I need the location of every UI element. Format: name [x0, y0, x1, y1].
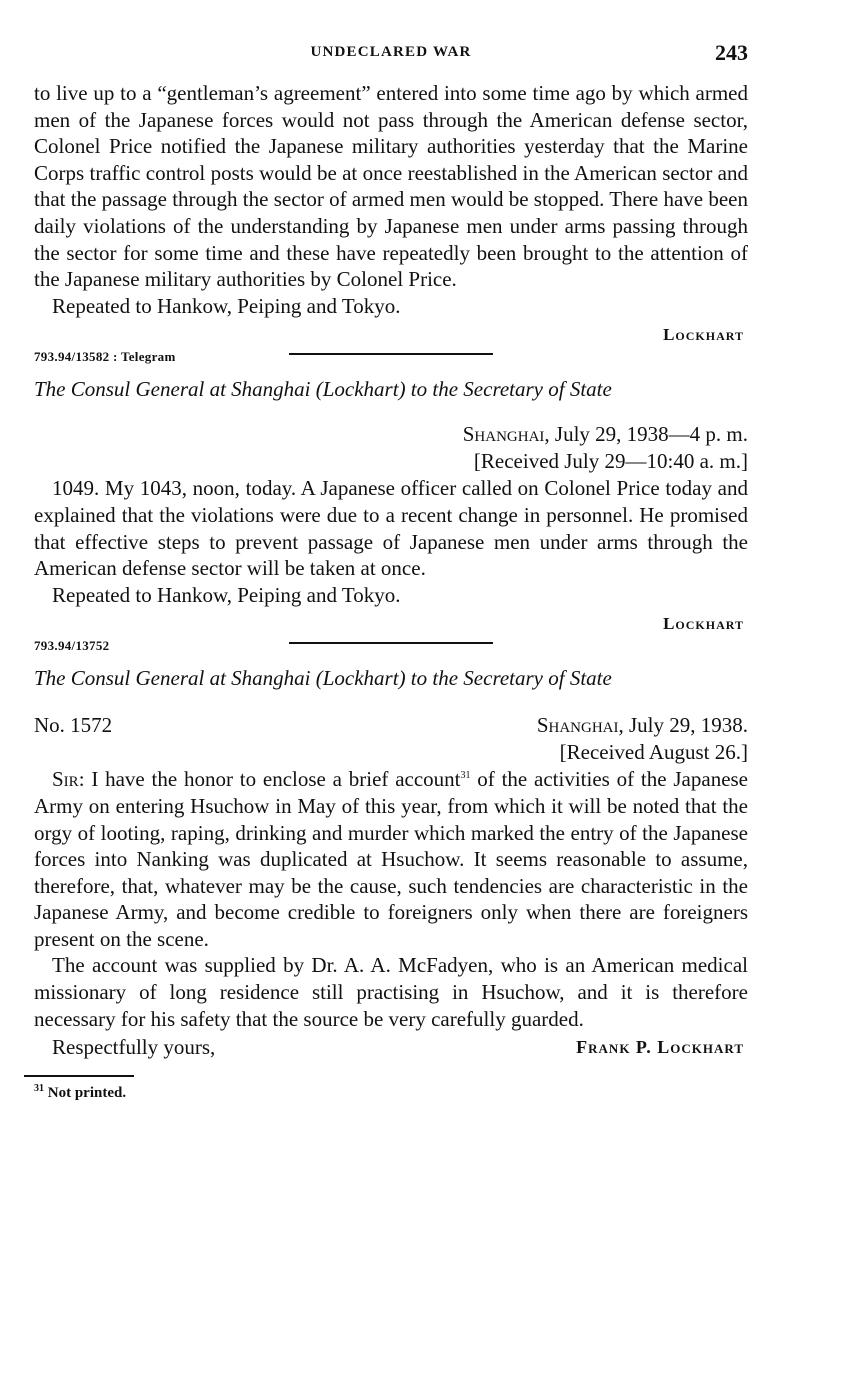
doc3-closing	[34, 1034, 748, 1061]
doc2-heading: The Consul General at Shanghai (Lockhart) to the Secretary of State	[34, 377, 612, 402]
footnote	[34, 1085, 748, 1102]
doc3-complimentary-close: Respectfully yours,	[52, 1035, 216, 1060]
page-number: 243	[715, 40, 748, 65]
page-header	[34, 34, 748, 80]
doc3-dateline-date: , July 29, 1938.	[618, 713, 748, 738]
doc3-signature: Frank P. Lockhart	[576, 1037, 744, 1058]
doc3-received: [Received August 26.]	[559, 740, 748, 765]
doc2-file-reference: 793.94/13582 : Telegram	[34, 349, 176, 365]
footnote-marker: 31	[34, 1083, 44, 1095]
doc2-body-paragraph: 1049. My 1043, noon, today. A Japanese officer called on Colonel Price today and explained that the violations were due to a recent change in personnel. He promised that effective steps to prevent passage of Japanese men under arms through the American defense sector will be taken at once.	[34, 476, 748, 581]
document-page	[34, 34, 748, 1102]
doc1-signature: Lockhart	[663, 325, 744, 345]
doc2-dateline-place: Shanghai	[462, 422, 545, 447]
doc3-heading: The Consul General at Shanghai (Lockhart) to the Secretary of State	[34, 666, 612, 691]
doc3-body1-part-b: of the activities of the Japanese Army on entering Hsuchow in May of this year, from which it will be noted that the orgy of looting, raping, drinking and murder which marked the entry of the Japanese forces into Nanking was duplicated at Hsuchow. It seems reasonable to assume, therefore, that, whatever may be the cause, such tendencies are characteristic in the Japanese Army, and become credible to foreigners only when there are foreigners present on the scene.	[34, 767, 749, 951]
doc3-salutation: Sir	[52, 767, 79, 792]
doc3-number-and-dateline	[34, 712, 748, 766]
doc2-received: [Received July 29—10:40 a. m.]	[473, 449, 748, 474]
doc3-number: No. 1572	[34, 713, 113, 738]
doc3-file-reference: 793.94/13752	[34, 638, 110, 654]
doc3-dateline	[537, 712, 748, 766]
doc1-repeated-line: Repeated to Hankow, Peiping and Tokyo.	[52, 293, 401, 318]
doc3-body1-part-a: : I have the honor to enclose a brief account	[78, 767, 461, 792]
doc3-dateline-place: Shanghai	[536, 713, 619, 738]
doc2-repeated-line: Repeated to Hankow, Peiping and Tokyo.	[52, 582, 401, 607]
footnote-text: Not printed.	[44, 1085, 127, 1102]
doc2-dateline	[34, 421, 748, 475]
doc2-dateline-date: , July 29, 1938—4 p. m.	[544, 422, 748, 447]
doc3-body-paragraph-1	[34, 766, 748, 952]
doc1-continuation-paragraph: to live up to a “gentleman’s agreement” entered into some time ago by which armed men of the Japanese forces would not pass through the American defense sector, Colonel Price notified the Japanese military authorities yesterday that the Marine Corps traffic control posts would be at once reestablished in the American sector and that the passage through the sector of armed men would be stopped. There have been daily violations of the understanding by Japanese men under arms passing through the sector for some time and these have repeatedly been brought to the attention of the Japanese military authorities by Colonel Price.	[34, 81, 748, 292]
doc3-body-paragraph-2: The account was supplied by Dr. A. A. McFadyen, who is an American medical missionary of long residence still practising in Hsuchow, and it is therefore necessary for his safety that the source be very carefully guarded.	[34, 953, 748, 1031]
footnote-divider	[24, 1075, 134, 1077]
footnote-reference: 31	[460, 770, 471, 782]
running-head: UNDECLARED WAR	[310, 44, 472, 60]
doc2-signature: Lockhart	[663, 614, 744, 634]
